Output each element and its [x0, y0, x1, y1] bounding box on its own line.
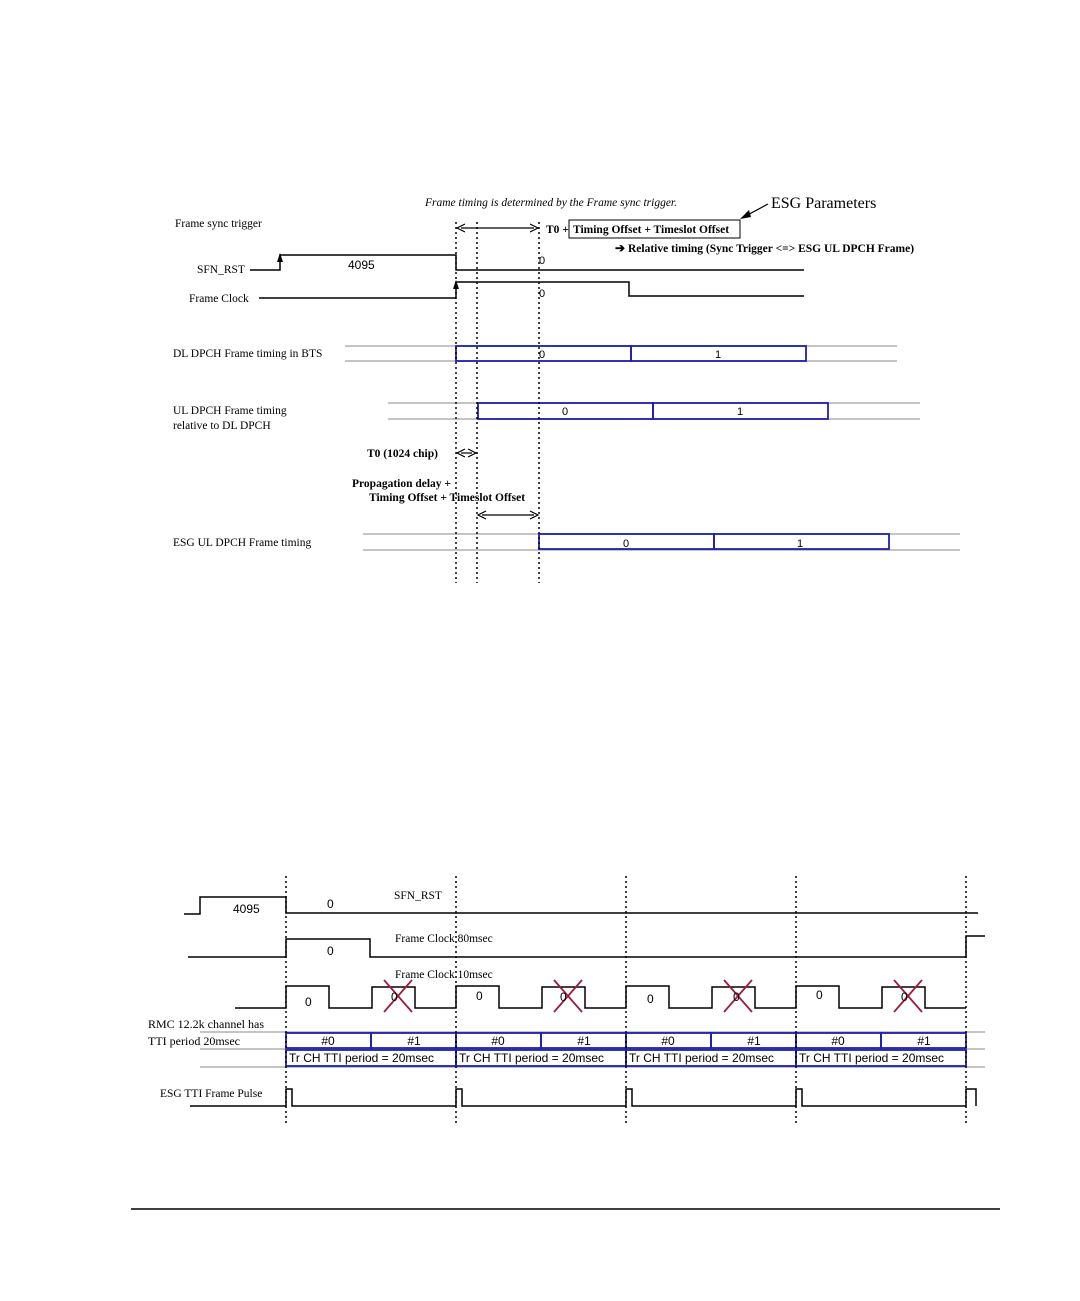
clock10-pulse-4: 0	[560, 990, 567, 1004]
ul-frame-0: 0	[562, 406, 569, 418]
clock10-pulse-8: 0	[901, 990, 908, 1004]
sfn-value-after: 0	[539, 255, 546, 267]
esg-parameters-label: ESG Parameters	[771, 195, 877, 212]
frame-timing-note: Frame timing is determined by the Frame sync trigger.	[425, 197, 677, 209]
ul-frame-1: 1	[737, 406, 744, 418]
rmc-label-line1: RMC 12.2k channel has	[148, 1017, 264, 1031]
frame-clock-label: Frame Clock	[189, 293, 249, 305]
esg-tti-pulse-waveform	[190, 1089, 976, 1106]
clock10-pulse-1: 0	[305, 995, 312, 1009]
clock10-pulse-2: 0	[391, 990, 398, 1004]
ul-dpch-label-line1: UL DPCH Frame timing	[173, 405, 287, 417]
trch-period-label: Tr CH TTI period = 20msec	[799, 1051, 945, 1065]
sfn-rst-waveform-2	[184, 897, 978, 914]
esg-frame-1: 1	[797, 538, 804, 550]
tti-frame-0-label: #0	[661, 1034, 675, 1048]
clock80-value: 0	[327, 944, 334, 958]
ul-dpch-label-line2: relative to DL DPCH	[173, 420, 271, 432]
sfn-rst-waveform	[250, 255, 804, 270]
sfn-value-before-2: 4095	[233, 902, 260, 916]
tti-frame-0-label: #0	[321, 1034, 335, 1048]
esg-ul-dpch-label: ESG UL DPCH Frame timing	[173, 537, 312, 549]
clock10-pulse-5: 0	[647, 992, 654, 1006]
clock10-pulse-3: 0	[476, 989, 483, 1003]
esg-tti-pulse-label: ESG TTI Frame Pulse	[160, 1088, 263, 1100]
frame-sync-trigger-label: Frame sync trigger	[175, 218, 262, 230]
trch-period-label: Tr CH TTI period = 20msec	[289, 1051, 435, 1065]
tti-frame-1-label: #1	[577, 1034, 591, 1048]
trch-period-label: Tr CH TTI period = 20msec	[629, 1051, 775, 1065]
clock80-waveform	[188, 936, 985, 957]
t0-plus-label: T0 +	[546, 224, 569, 236]
esg-frame-0: 0	[623, 538, 630, 550]
sfn-rst-label: SFN_RST	[197, 264, 245, 276]
frame-clock-value: 0	[539, 288, 546, 300]
offset-parameter-text: Timing Offset + Timeslot Offset	[573, 224, 730, 236]
sfn-value-after-2: 0	[327, 897, 334, 911]
frame-grid-lines	[200, 346, 985, 1067]
tti-frame-1-label: #1	[917, 1034, 931, 1048]
rmc-label-line2: TTI period 20msec	[148, 1034, 240, 1048]
relative-timing-label: Relative timing (Sync Trigger <=> ESG UL DPCH Frame)	[628, 243, 915, 255]
frame-clock-high-pulse	[456, 282, 804, 298]
clock10-pulse-6: 0	[733, 990, 740, 1004]
clock10-label: Frame Clock 10msec	[395, 969, 493, 981]
signal-waveforms	[184, 255, 985, 1106]
tti-frame-1-label: #1	[407, 1034, 421, 1048]
trch-period-label: Tr CH TTI period = 20msec	[459, 1051, 605, 1065]
dl-dpch-label: DL DPCH Frame timing in BTS	[173, 348, 323, 360]
propagation-label-line2: Timing Offset + Timeslot Offset	[369, 492, 526, 504]
t0-chip-label: T0 (1024 chip)	[367, 448, 438, 460]
sfn-value-before: 4095	[348, 258, 375, 272]
right-arrow-icon: ➔	[615, 241, 626, 255]
propagation-label-line1: Propagation delay +	[352, 478, 451, 490]
tti-frame-1-label: #1	[747, 1034, 761, 1048]
dl-frame-1: 1	[715, 349, 722, 361]
pointer-arrowhead-icon	[740, 210, 751, 219]
clock10-waveform	[235, 986, 966, 1008]
dl-frame-0: 0	[539, 349, 546, 361]
clock10-pulse-7: 0	[816, 988, 823, 1002]
clock80-label: Frame Clock 80msec	[395, 933, 493, 945]
tti-frame-0-label: #0	[831, 1034, 845, 1048]
sfn-rst-label-2: SFN_RST	[394, 890, 442, 902]
tti-frame-0-label: #0	[491, 1034, 505, 1048]
